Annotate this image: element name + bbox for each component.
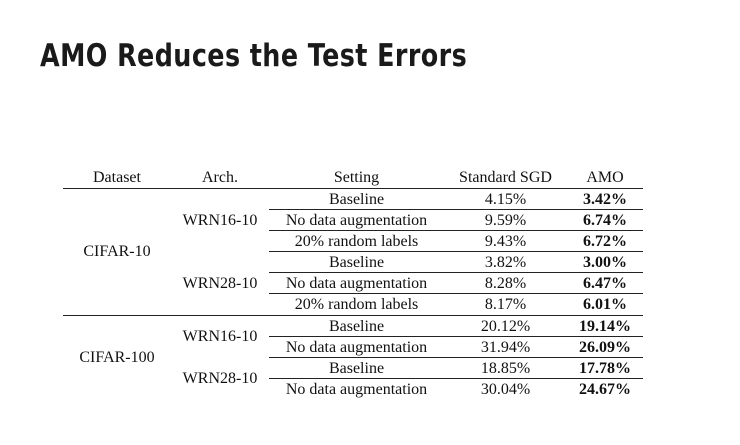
cell-setting: No data augmentation <box>285 339 428 356</box>
cell-amo: 6.01% <box>583 296 627 313</box>
cell-setting: 20% random labels <box>294 296 419 313</box>
cell-setting: No data augmentation <box>285 275 428 292</box>
cell-amo: 3.00% <box>583 254 627 271</box>
results-table <box>63 166 643 400</box>
slide-title: AMO Reduces the Test Errors <box>40 38 468 74</box>
cell-sgd: 8.28% <box>484 275 527 292</box>
cell-amo: 3.42% <box>583 191 627 208</box>
section-cifar100 <box>63 315 643 400</box>
table-row <box>269 189 643 210</box>
table-row <box>269 316 643 337</box>
cell-setting: No data augmentation <box>285 381 428 398</box>
cell-amo: 26.09% <box>579 339 631 356</box>
cell-amo: 6.72% <box>583 233 627 250</box>
table-row <box>269 251 643 273</box>
table-row <box>269 272 643 294</box>
cell-sgd: 4.15% <box>484 191 527 208</box>
cell-sgd: 9.43% <box>484 233 527 250</box>
header-setting: Setting <box>333 169 380 186</box>
cell-setting: No data augmentation <box>285 212 428 229</box>
header-amo: AMO <box>586 169 624 186</box>
arch-label: WRN16-10 <box>182 328 258 345</box>
cell-amo: 24.67% <box>579 381 631 398</box>
table-row <box>269 293 643 315</box>
header-arch: Arch. <box>202 169 238 186</box>
cell-sgd: 30.04% <box>480 381 531 398</box>
cell-amo: 19.14% <box>579 318 631 335</box>
cell-setting: 20% random labels <box>294 233 419 250</box>
cell-setting: Baseline <box>328 254 385 271</box>
cell-sgd: 3.82% <box>484 254 527 271</box>
arch-label: WRN28-10 <box>182 275 258 292</box>
table-header-row <box>63 166 643 189</box>
cell-setting: Baseline <box>328 360 385 377</box>
header-standard-sgd: Standard SGD <box>459 169 552 186</box>
cell-sgd: 8.17% <box>484 296 527 313</box>
cell-amo: 6.47% <box>583 275 627 292</box>
cell-setting: Baseline <box>328 191 385 208</box>
cell-setting: Baseline <box>328 318 385 335</box>
cell-amo: 6.74% <box>583 212 627 229</box>
arch-label: WRN16-10 <box>182 212 258 229</box>
table-row <box>269 357 643 379</box>
table-row <box>269 230 643 252</box>
cell-amo: 17.78% <box>579 360 631 377</box>
arch-label: WRN28-10 <box>182 370 258 387</box>
dataset-label: CIFAR-100 <box>79 349 155 366</box>
cell-sgd: 9.59% <box>484 212 527 229</box>
cell-sgd: 31.94% <box>480 339 531 356</box>
table-row <box>269 209 643 231</box>
table-row <box>269 336 643 358</box>
cell-sgd: 20.12% <box>480 318 531 335</box>
dataset-label: CIFAR-10 <box>83 243 151 260</box>
section-cifar10 <box>63 189 643 315</box>
header-dataset: Dataset <box>93 169 141 186</box>
table-row <box>269 378 643 400</box>
cell-sgd: 18.85% <box>480 360 531 377</box>
